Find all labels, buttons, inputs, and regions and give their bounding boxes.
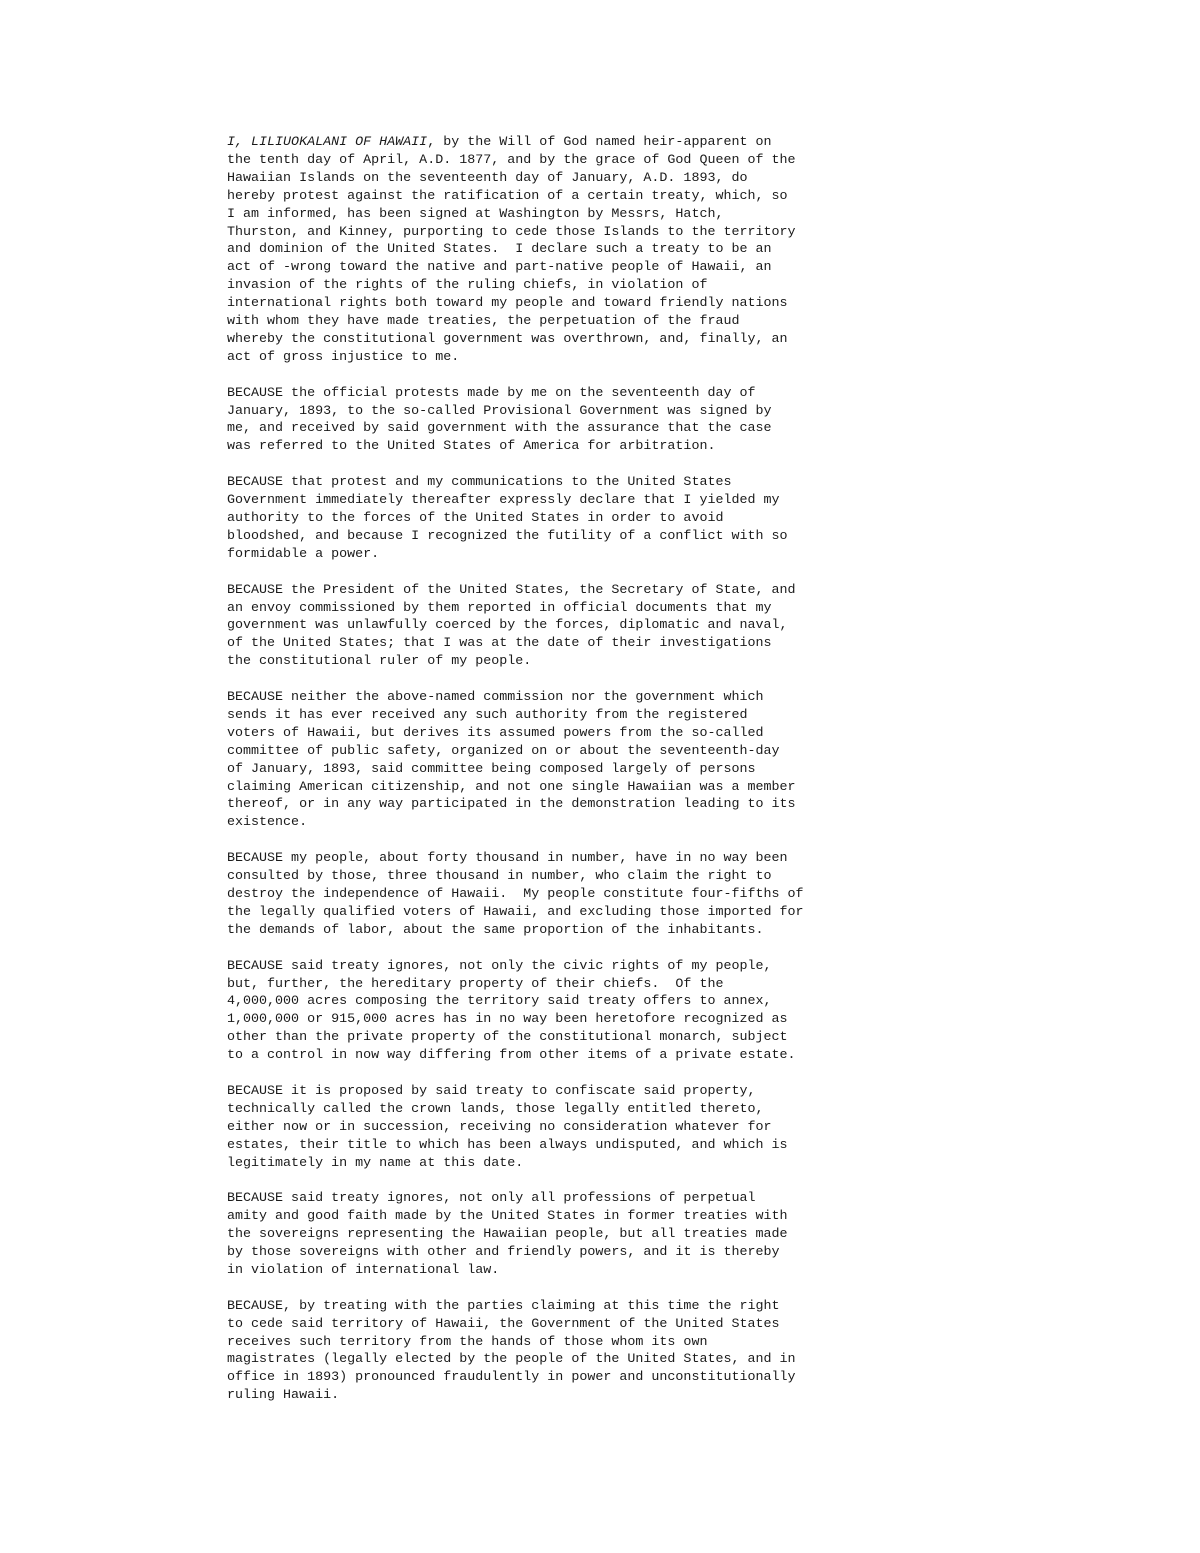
paragraph-7: BECAUSE it is proposed by said treaty to confiscate said property, technically called the crown lands, those legally entitled thereto, either now or in succession, receiving no consideration whatever for estates, their title to which has been always undisputed, and which is legitimately in my name at this date. [227, 1083, 788, 1171]
paragraph-8: BECAUSE said treaty ignores, not only all professions of perpetual amity and good faith made by the United States in former treaties with the sovereigns representing the Hawaiian people, but all treaties made by those sovereigns with other and friendly powers, and it is thereby in violation of international law. [227, 1191, 788, 1278]
paragraph-6: BECAUSE said treaty ignores, not only the civic rights of my people, but, further, the hereditary property of their chiefs. Of the 4,000,000 acres composing the territory said treaty offers to annex, 1,000,000 or 915,000 acres has in no way been heretofore recognized as other than the private property of the constitutional monarch, subject to a control in now way differing from other items of a private estate. [227, 958, 796, 1064]
paragraph-9: BECAUSE, by treating with the parties claiming at this time the right to cede said territory of Hawaii, the Government of the United States receives such territory from the hands of those whom its own magistrates (legally elected by the people of the United States, and in office in 1893) pronounced fraudulently in power and unconstitutionally ruling Hawaii. [227, 1298, 796, 1404]
paragraph-3: BECAUSE the President of the United States, the Secretary of State, and an envoy commissioned by them reported in official documents that my government was unlawfully coerced by the forces, diplomatic and naval, of the United States; that I was at the date of their investigations the constitutional ruler of my people. [227, 582, 796, 670]
paragraph-5: BECAUSE my people, about forty thousand in number, have in no way been consulted by those, three thousand in number, who claim the right to destroy the independence of Hawaii. My people constitute four-fifths of the legally qualified voters of Hawaii, and excluding those imported for the demands of labor, about the same proportion of the inhabitants. [227, 851, 804, 938]
declarant-name: I, LILIUOKALANI OF HAWAII [227, 135, 428, 150]
opening-text: , by the Will of God named heir-apparent on the tenth day of April, A.D. 1877, and by the grace of God Queen of the Hawaiian Islands on the seventeenth day of January, A.D. 1893, do hereby protest against the ratification of a certain treaty, which, so I am informed, has been signed at Washington by Messrs, Hatch, Thurston, and Kinney, purporting to cede those Islands to the territory and dominion of the United States. I declare such a treaty to be an act of -wrong toward the native and part-native people of Hawaii, an invasion of the rights of the ruling chiefs, in violation of international rights both toward my people and toward friendly nations with whom they have made treaties, the perpetuation of the fraud whereby the constitutional government was overthrown, and, finally, an act of gross injustice to me. [227, 135, 796, 365]
paragraph-4: BECAUSE neither the above-named commission nor the government which sends it has ever received any such authority from the registered voters of Hawaii, but derives its assumed powers from the so-called committee of public safety, organized on or about the seventeenth-day of January, 1893, said committee being composed largely of persons claiming American citizenship, and not one single Hawaiian was a member thereof, or in any way participated in the demonstration leading to its existence. [227, 690, 796, 831]
paragraph-1: BECAUSE the official protests made by me on the seventeenth day of January, 1893, to the so-called Provisional Government was signed by me, and received by said government with the assurance that the case was referred to the United States of America for arbitration. [227, 385, 772, 455]
opening-paragraph [227, 134, 927, 367]
paragraph-2: BECAUSE that protest and my communications to the United States Government immediately thereafter expressly declare that I yielded my authority to the forces of the United States in order to avoid bloodshed, and because I recognized the futility of a conflict with so formidable a power. [227, 475, 788, 562]
document-page [227, 134, 927, 1423]
